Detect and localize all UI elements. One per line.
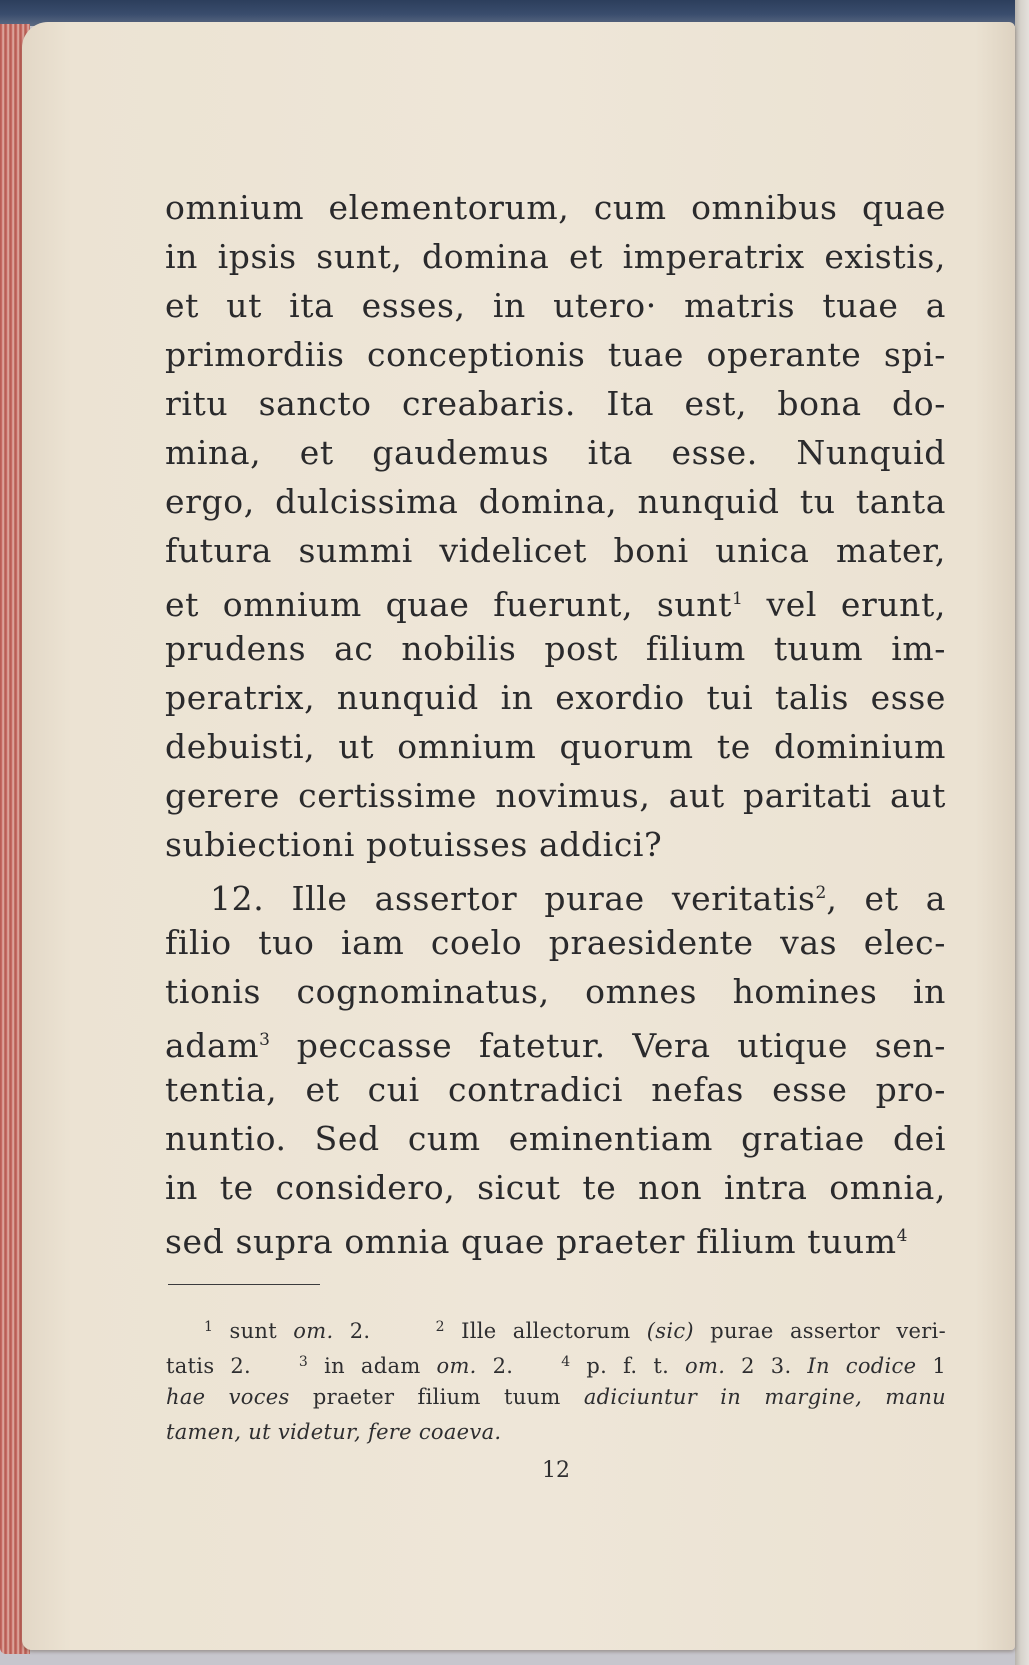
footnote-text: 2. <box>333 1319 371 1343</box>
footnote-italic: hae voces <box>166 1385 290 1409</box>
main-text <box>165 183 946 1261</box>
footnote-line <box>166 1415 946 1450</box>
text-line: futura summi videlicet boni unica mater, <box>165 531 946 570</box>
text-line: in te considero, sicut te non intra omnia, <box>165 1168 946 1207</box>
text-line: primordiis conceptionis tuae operante spi- <box>165 335 946 374</box>
text-line: ergo, dulcissima domina, nunquid tu tanta <box>165 482 946 521</box>
footnote-line <box>166 1380 946 1415</box>
footnote-italic: om. <box>436 1354 477 1378</box>
footnote-italic: tamen, ut videtur, fere coaeva. <box>166 1420 502 1444</box>
text-line: et ut ita esses, in utero· matris tuae a <box>165 286 946 325</box>
text-line: ritu sancto creabaris. Ita est, bona do- <box>165 384 946 423</box>
line-text: sed supra omnia quae praeter filium tuum <box>165 1222 897 1261</box>
text-line: peratrix, nunquid in exordio tui talis esse <box>165 678 946 717</box>
footnote-text: purae assertor veri- <box>693 1319 946 1343</box>
footnote-mark: 2 <box>815 883 827 903</box>
footnote-italic: om. <box>685 1354 726 1378</box>
text-line: tentia, et cui contradici nefas esse pro- <box>165 1070 946 1109</box>
text-line: debuisti, ut omnium quorum te dominium <box>165 727 946 766</box>
footnote-italic: In codice <box>807 1354 917 1378</box>
book-cover-right-edge <box>1015 0 1029 1665</box>
text-line: prudens ac nobilis post filium tuum im- <box>165 629 946 668</box>
text-line <box>165 575 946 624</box>
page-number: 12 <box>542 1458 570 1483</box>
text-line: nuntio. Sed cum eminentiam gratiae dei <box>165 1119 946 1158</box>
footnote-number: 2 <box>435 1319 445 1335</box>
footnote-text: praeter filium tuum <box>289 1385 584 1409</box>
text-line: subiectioni potuisses addici? <box>165 825 663 864</box>
text-line <box>165 869 946 918</box>
footnote-number: 1 <box>204 1319 214 1335</box>
footnote-line <box>166 1310 946 1345</box>
footnote-mark: 3 <box>259 1030 270 1050</box>
footnote-text: 2. <box>476 1354 514 1378</box>
text-line: omnium elementorum, cum omnibus quae <box>165 188 946 227</box>
footnote-number: 3 <box>298 1354 309 1370</box>
line-text: vel erunt, <box>742 585 946 624</box>
footnote-text: p. f. t. <box>586 1354 686 1378</box>
text-line: filio tuo iam coelo praesidente vas elec- <box>165 923 946 962</box>
footnote-text: Ille allectorum <box>461 1319 647 1343</box>
text-line: in ipsis sunt, domina et imperatrix existis, <box>165 237 946 276</box>
footnote-text: 2 3. <box>725 1354 808 1378</box>
line-text: , et a <box>826 879 946 918</box>
text-line: tionis cognominatus, omnes homines in <box>165 972 946 1011</box>
footnotes <box>166 1310 946 1450</box>
footnote-text: tatis 2. <box>166 1354 251 1378</box>
footnote-mark: 1 <box>731 589 743 609</box>
footnote-line <box>166 1345 946 1380</box>
footnote-italic: (sic) <box>646 1319 694 1343</box>
line-text: adam <box>165 1026 260 1065</box>
line-text: et omnium quae fuerunt, sunt <box>165 585 732 624</box>
footnote-text: 1 <box>916 1354 946 1378</box>
text-line: gerere certissime novimus, aut paritati aut <box>165 776 946 815</box>
footnote-rule <box>168 1284 320 1285</box>
footnote-number: 4 <box>561 1354 571 1370</box>
footnote-text: in adam <box>324 1354 437 1378</box>
text-line <box>165 1016 946 1065</box>
footnote-italic: adiciuntur in margine, manu <box>583 1385 946 1409</box>
line-text: 12. Ille assertor purae veritatis <box>210 879 816 918</box>
footnote-mark: 4 <box>896 1226 908 1246</box>
text-line: mina, et gaudemus ita esse. Nunquid <box>165 433 946 472</box>
footnote-italic: om. <box>293 1319 334 1343</box>
line-text: peccasse fatetur. Vera utique sen- <box>270 1026 946 1065</box>
text-line <box>165 1212 946 1261</box>
footnote-text: sunt <box>229 1319 294 1343</box>
